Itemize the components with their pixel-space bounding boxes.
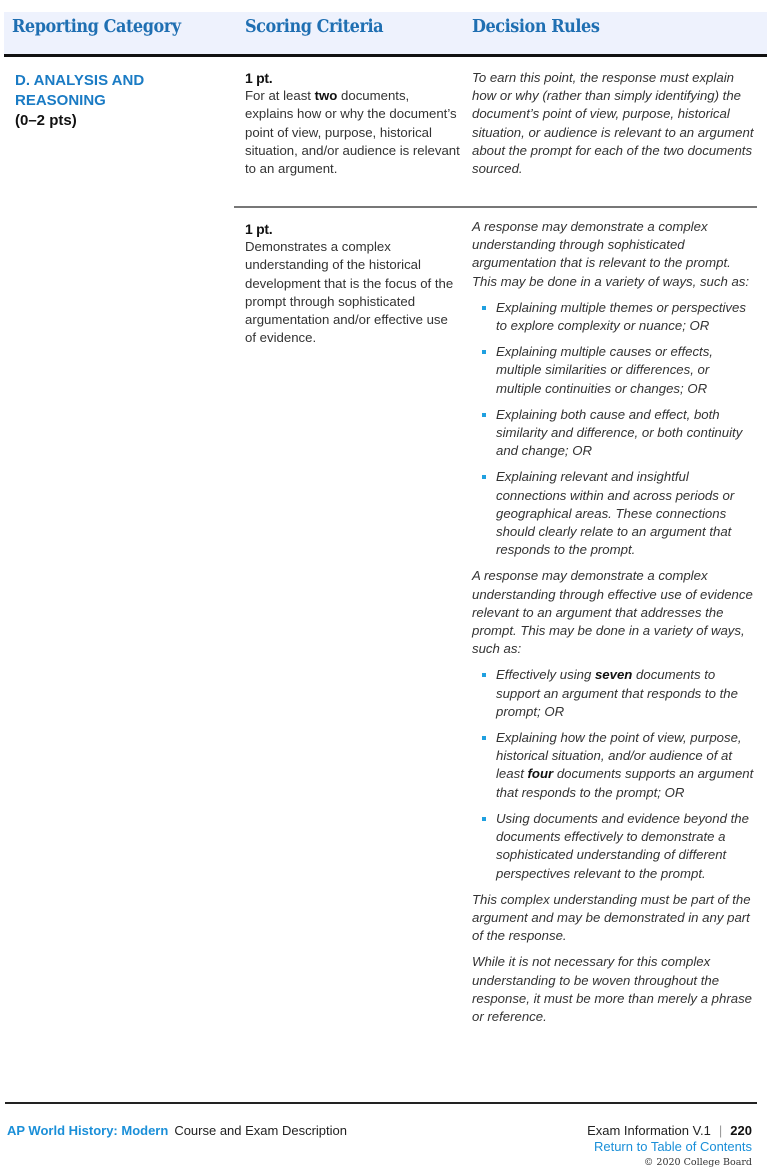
scoring-criteria-1 [245, 69, 460, 178]
list-item-text: Explaining how the point of view, purpose, historical situation, and/or audience of at least [496, 730, 742, 782]
course-title: AP World History: Modern [7, 1123, 169, 1138]
rule-text: To earn this point, the response must explain how or why (rather than simply identifying) the document’s point of view, purpose, historical situation, or audience is relevant to an argument about the prompt for each of the two documents sourced. [472, 70, 754, 177]
section-label: Exam Information V.1 [587, 1123, 711, 1138]
list-item-text: documents to support an argument that responds to the prompt; OR [496, 667, 738, 719]
points-label: 1 pt. [245, 70, 273, 86]
list-item: Explaining multiple themes or perspectives to explore complexity or nuance; OR [472, 299, 757, 335]
criteria-text: Demonstrates a complex understanding of the historical development that is the focus of the prompt through sophisticated argumentation and/or effective use of evidence. [245, 239, 454, 346]
closing-note-2: While it is not necessary for this complex understanding to be woven throughout the response, it must be more than merely a phrase or reference. [472, 954, 753, 1024]
scoring-criteria-2 [245, 220, 460, 347]
header-reporting-category: Reporting Category [12, 17, 181, 37]
copyright: © 2020 College Board [643, 1157, 752, 1168]
course-description: Course and Exam Description [174, 1123, 348, 1138]
page-number: 220 [730, 1123, 752, 1138]
criteria-text-bold: two [314, 88, 338, 104]
footer-divider [5, 1102, 757, 1104]
category-title-line1: D. ANALYSIS AND [15, 72, 145, 89]
argumentation-list [472, 299, 757, 560]
decision-rules-2 [472, 218, 757, 1034]
decision-rules-1 [472, 69, 757, 186]
category-title-line2: REASONING [15, 92, 106, 109]
evidence-list [472, 666, 757, 882]
footer-left [7, 1123, 347, 1138]
footer-right [587, 1123, 752, 1171]
list-item: Explaining multiple causes or effects, multiple similarities or differences, or multiple continuities or changes; OR [472, 343, 757, 398]
list-item: Explaining both cause and effect, both similarity and difference, or both continuity and change; OR [472, 406, 757, 461]
list-item-text: documents supports an argument that responds to the prompt; OR [496, 766, 754, 800]
list-item-bold: seven [594, 667, 633, 683]
reporting-category [15, 71, 225, 131]
footer-separator: | [718, 1123, 723, 1138]
points-label: 1 pt. [245, 221, 273, 237]
header-decision-rules: Decision Rules [472, 17, 600, 37]
list-item [472, 729, 757, 802]
rules-intro-argumentation: A response may demonstrate a complex understanding through sophisticated argumentation that is relevant to the prompt. This may be done in a variety of ways, such as: [472, 219, 750, 289]
criteria-text-post: documents, explains how or why the document’s point of view, purpose, historical situation, and/or audience is relevant to an argument. [245, 88, 460, 177]
list-item [472, 666, 757, 721]
list-item: Explaining relevant and insightful connections within and across periods or geographical areas. These connections should clearly relate to an argument that responds to the prompt. [472, 468, 757, 559]
return-to-toc-link[interactable]: Return to Table of Contents [593, 1139, 752, 1154]
criteria-text-pre: For at least [245, 88, 315, 104]
closing-note-1: This complex understanding must be part of the argument and may be demonstrated in any part of the response. [472, 891, 751, 944]
header-scoring-criteria: Scoring Criteria [245, 17, 384, 37]
list-item-bold: four [527, 766, 554, 782]
rules-intro-evidence: A response may demonstrate a complex understanding through effective use of evidence relevant to an argument that addresses the prompt. This may be done in a variety of ways, such as: [472, 568, 753, 657]
list-item-text: Effectively using [496, 667, 595, 683]
list-item: Using documents and evidence beyond the documents effectively to demonstrate a sophisticated understanding of different perspectives relevant to the prompt. [472, 810, 757, 883]
category-points-range: (0–2 pts) [15, 112, 77, 129]
row-divider [234, 206, 757, 208]
